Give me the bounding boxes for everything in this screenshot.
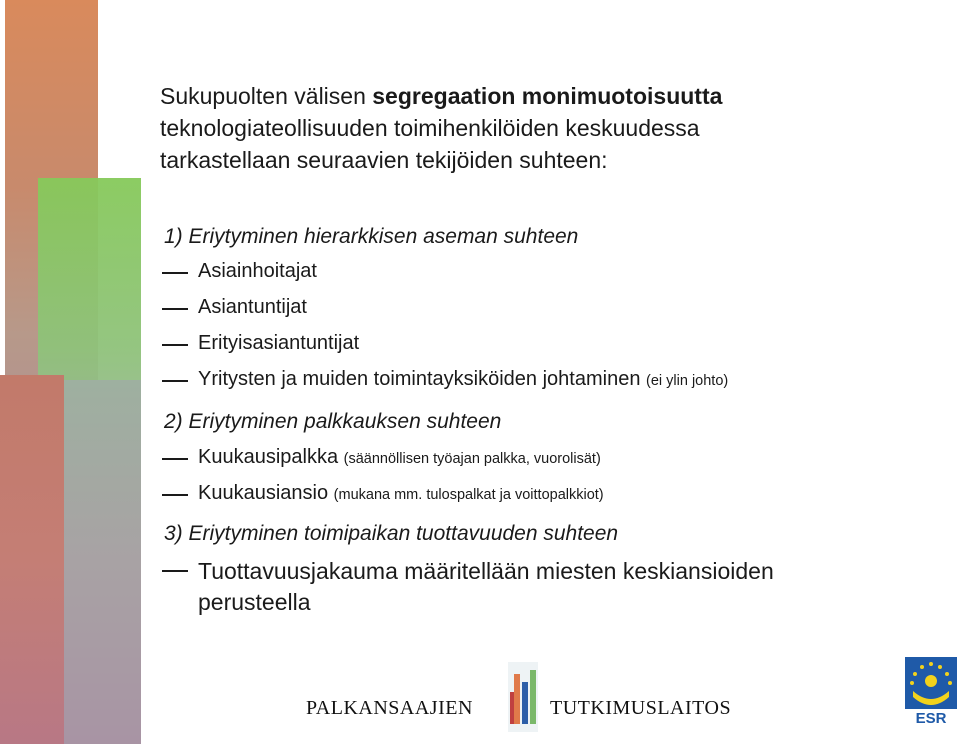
- list-item-text: Kuukausipalkka: [198, 446, 339, 468]
- list-item-note: (säännöllisen työajan palkka, vuorolisät): [343, 451, 601, 467]
- decorative-bars: [0, 0, 145, 744]
- dash-bullet: [162, 570, 188, 572]
- green-bar-lower: [64, 380, 141, 744]
- section-2-heading: 2) Eriytyminen palkkauksen suhteen: [164, 410, 502, 433]
- list-item-text-line2: perusteella: [198, 589, 311, 615]
- red-bar: [0, 375, 64, 744]
- list-item: [198, 260, 317, 283]
- esr-logo-text: ESR: [915, 710, 947, 727]
- list-item-text: Asiainhoitajat: [198, 260, 317, 282]
- list-item: [198, 482, 604, 505]
- dash-bullet: [162, 458, 188, 460]
- intro-text: [160, 80, 950, 176]
- dash-bullet: [162, 272, 188, 274]
- list-item-text: Asiantuntijat: [198, 296, 307, 318]
- list-item-note: (mukana mm. tulospalkat ja voittopalkkiot): [333, 487, 604, 503]
- list-item: [198, 332, 359, 355]
- dash-bullet: [162, 308, 188, 310]
- intro-line1-pre: Sukupuolten välisen: [160, 83, 373, 109]
- list-item-text: Yritysten ja muiden toimintayksiköiden johtaminen: [198, 368, 641, 390]
- list-item: [198, 296, 307, 319]
- list-item-text: Erityisasiantuntijat: [198, 332, 360, 354]
- dash-bullet: [162, 494, 188, 496]
- pt-logo-icon: [498, 652, 546, 742]
- list-item: [198, 556, 774, 618]
- list-item-note: (ei ylin johto): [646, 373, 729, 389]
- list-item-text: Kuukausiansio: [198, 482, 329, 504]
- intro-line1-bold: segregaation monimuotoisuutta: [372, 83, 723, 109]
- dash-bullet: [162, 380, 188, 382]
- esr-logo-icon: [905, 657, 957, 727]
- section-3-heading: 3) Eriytyminen toimipaikan tuottavuuden suhteen: [164, 522, 619, 545]
- list-item: [198, 368, 728, 391]
- footer-org-left: PALKANSAAJIEN: [306, 697, 473, 719]
- intro-line2: teknologiateollisuuden toimihenkilöiden keskuudessa: [160, 115, 700, 141]
- footer-org-right: TUTKIMUSLAITOS: [550, 697, 732, 719]
- dash-bullet: [162, 344, 188, 346]
- section-1-heading: 1) Eriytyminen hierarkkisen aseman suhteen: [164, 225, 579, 248]
- intro-line3: tarkastellaan seuraavien tekijöiden suhteen:: [160, 147, 608, 173]
- slide-content: [160, 80, 950, 615]
- list-item-text-line1: Tuottavuusjakauma määritellään miesten keskiansioiden: [198, 558, 774, 584]
- list-item: [198, 446, 601, 469]
